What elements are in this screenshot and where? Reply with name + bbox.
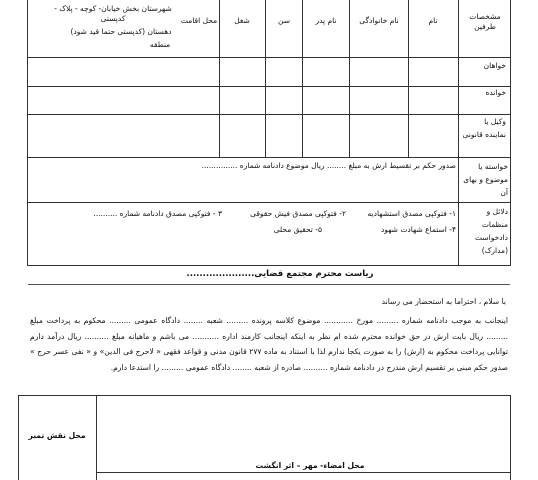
header-name: نام [428, 16, 438, 25]
col-sep-father [302, 0, 303, 157]
header-residence-region: منطقه [149, 40, 171, 49]
evidence-item-4: ۴- استماع شهادت شهود [381, 225, 456, 234]
evidence-item-5: ۵- تحقیق محلی [273, 225, 322, 234]
col-sep-job [219, 0, 220, 157]
row-sep-plaintiff [27, 86, 511, 87]
stamp-box-right [96, 395, 97, 480]
evidence-item-3: ۳ - فتوکپی مصدق دادنامه شماره .......... [93, 209, 222, 218]
row-sep-defendant [27, 114, 511, 115]
header-age: سن [278, 16, 290, 25]
header-job: شغل [234, 16, 250, 25]
header-parties: مشخصات طرفین [469, 12, 501, 31]
header-family: نام خانوادگی [359, 16, 399, 25]
header-residence-label: محل اقامت [180, 16, 218, 25]
request-label: خواسته یا موضوع و بهای آن [463, 162, 508, 197]
letter-heading: ریاست محترم مجتمع قضایی..................... [186, 269, 374, 279]
col-sep-parties [458, 0, 459, 265]
col-sep-family [349, 0, 350, 157]
row-label-attorney: وکیل یا نماینده قانونی [462, 117, 506, 139]
evidence-label: دلائل و منظمات دادخواست (مدارک) [474, 207, 508, 255]
header-residence-address: شهرستان بخش خیابان- کوچه - پلاک - کدپستی [54, 4, 172, 23]
heading-underline [28, 284, 510, 285]
signature-area-label: محل امضاء- مهر – اثر انگشت [255, 461, 365, 470]
evidence-item-2: ۲- فتوکپی مصدق فیش حقوقی [250, 209, 346, 218]
stamp-area-label: محل نقش تمبر [28, 431, 86, 440]
header-residence-postal: دهستان (کدپستی حتما قید شود) [70, 27, 172, 36]
row-sep-request [27, 202, 511, 203]
evidence-item-1: ۱- فتوکپی مصدق استشهادیه [367, 209, 456, 218]
footer-top-border [96, 395, 511, 396]
letter-body: اینجانب به موجب دادنامه شماره ......... مورخ ............ موضوع کلاسه پرونده ......... شعبه ........ دادگاه عمومی ......... محکوم به پرداخت مبلغ ......... ریال بابت ارش در حق خوانده محترم شده ام نظر به اینکه اینجانب کارمند اداره ........... می باشم و ماهیانه مبلغ .......... ریال درآمد دارم توانایی پرداخت محکوم به (ارش) را به صورت یکجا ندارم لذا با استناد به ماده ۲۷۷ قانون مدنی و قواعد فقهی « لاحرج فی الدین» و « نفی عسر حرج » صدور حکم مبنی بر تقسیم ارش مندرج در دادنامه شماره .......... صادره از شعبه ........ دادگاه عمومی ......... را استدعا دارم. [30, 316, 508, 372]
footer-right-border [510, 395, 511, 480]
row-sep-attorney [27, 157, 511, 158]
stamp-box-left [18, 395, 19, 480]
row-label-defendant: خوانده [485, 88, 506, 97]
col-sep-age [265, 0, 266, 157]
row-sep-evidence [27, 265, 511, 266]
footer-bottom-border [96, 472, 511, 473]
request-text: صدور حکم بر تقسیط ارش به مبلغ ........ ریال موضوع دادنامه شماره ............... [201, 161, 456, 170]
col-sep-name [408, 0, 409, 157]
letter-greeting: با سلام ، احتراما به استحضار می رساند [381, 297, 506, 306]
table-border-right [510, 0, 511, 265]
row-label-plaintiff: خواهان [483, 61, 506, 70]
stamp-box-top [18, 395, 96, 396]
header-father: نام پدر [315, 16, 337, 25]
row-sep-header [27, 57, 511, 58]
table-border-left [27, 0, 28, 265]
